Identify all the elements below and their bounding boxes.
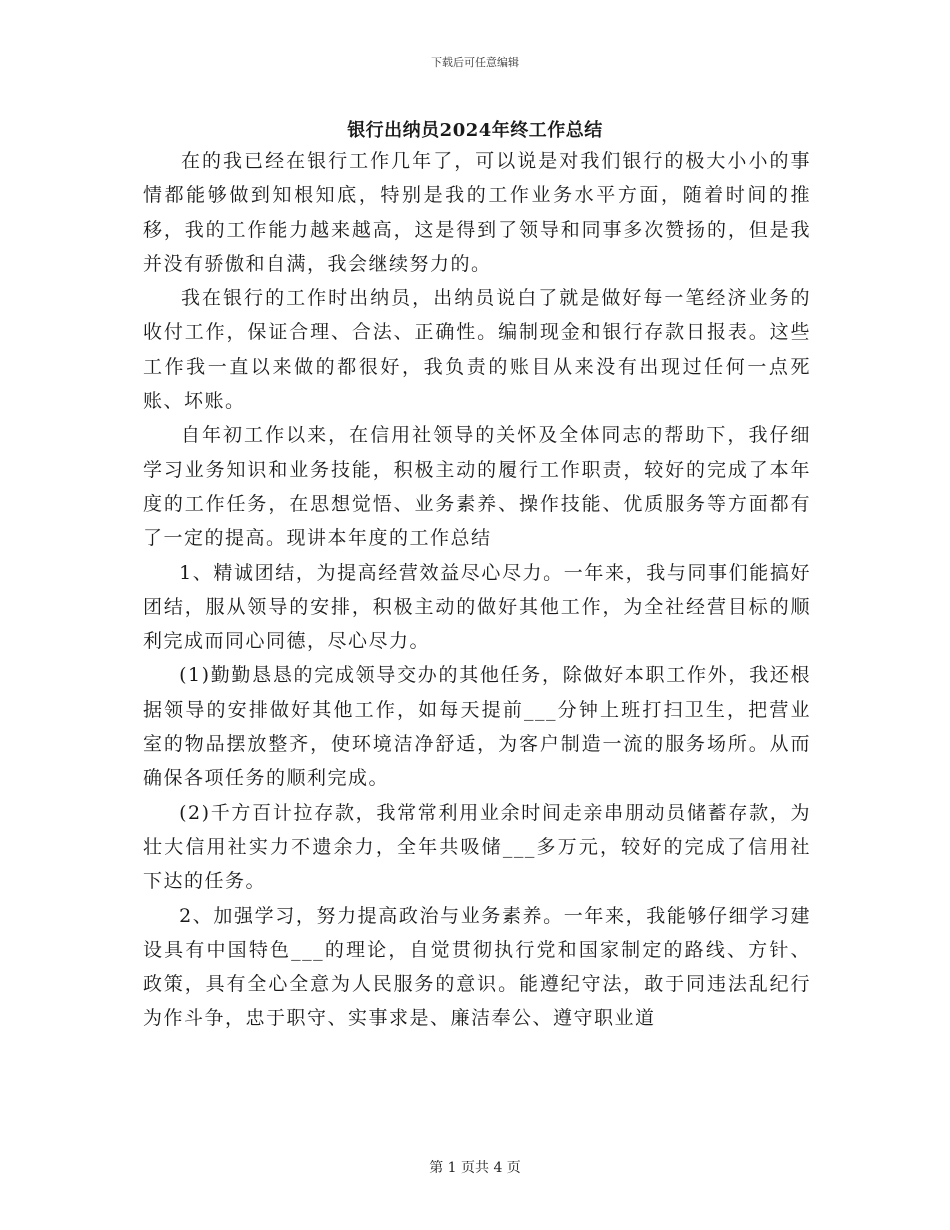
paragraph-section-2: 2、加强学习，努力提高政治与业务素养。一年来，我能够仔细学习建设具有中国特色___的理论，自觉贯彻执行党和国家制定的路线、方针、政策，具有全心全意为人民服务的意识。能遵纪守法，敢于同违法乱纪行为作斗争，忠于职守、实事求是、廉洁奉公、遵守职业道 <box>143 904 811 1030</box>
paragraph-cashier-duties: 我在银行的工作时出纳员，出纳员说白了就是做好每一笔经济业务的收付工作，保证合理、合法、正确性。编制现金和银行存款日报表。这些工作我一直以来做的都很好，我负责的账目从来没有出现过任何一点死账、坏账。 <box>143 287 811 413</box>
download-note: 下载后可任意编辑 <box>431 56 519 69</box>
paragraph-intro: 在的我已经在银行工作几年了，可以说是对我们银行的极大小小的事情都能够做到知根知底，特别是我的工作业务水平方面，随着时间的推移，我的工作能力越来越高，这是得到了领导和同事多次赞扬的，但是我并没有骄傲和自满，我会继续努力的。 <box>143 150 811 275</box>
document-body <box>143 144 811 1036</box>
paragraph-section-1-item-1: (1)勤勤恳恳的完成领导交办的其他任务，除做好本职工作外，我还根据领导的安排做好其他工作，如每天提前___分钟上班打扫卫生，把营业室的物品摆放整齐，使环境洁净舒适，为客户制造一流的服务场所。从而确保各项任务的顺利完成。 <box>143 664 811 790</box>
paragraph-section-1-item-2: (2)千方百计拉存款，我常常利用业余时间走亲串朋动员储蓄存款，为壮大信用社实力不遗余力，全年共吸储___多万元，较好的完成了信用社下达的任务。 <box>143 801 811 893</box>
document-title: 银行出纳员2024年终工作总结 <box>347 120 603 141</box>
paragraph-year-overview: 自年初工作以来，在信用社领导的关怀及全体同志的帮助下，我仔细学习业务知识和业务技能，积极主动的履行工作职责，较好的完成了本年度的工作任务，在思想觉悟、业务素养、操作技能、优质服务等方面都有了一定的提高。现讲本年度的工作总结 <box>143 424 811 550</box>
page-number: 第 1 页共 4 页 <box>429 1160 521 1176</box>
paragraph-section-1: 1、精诚团结，为提高经营效益尽心尽力。一年来，我与同事们能搞好团结，服从领导的安排，积极主动的做好其他工作，为全社经营目标的顺利完成而同心同德，尽心尽力。 <box>143 561 811 653</box>
